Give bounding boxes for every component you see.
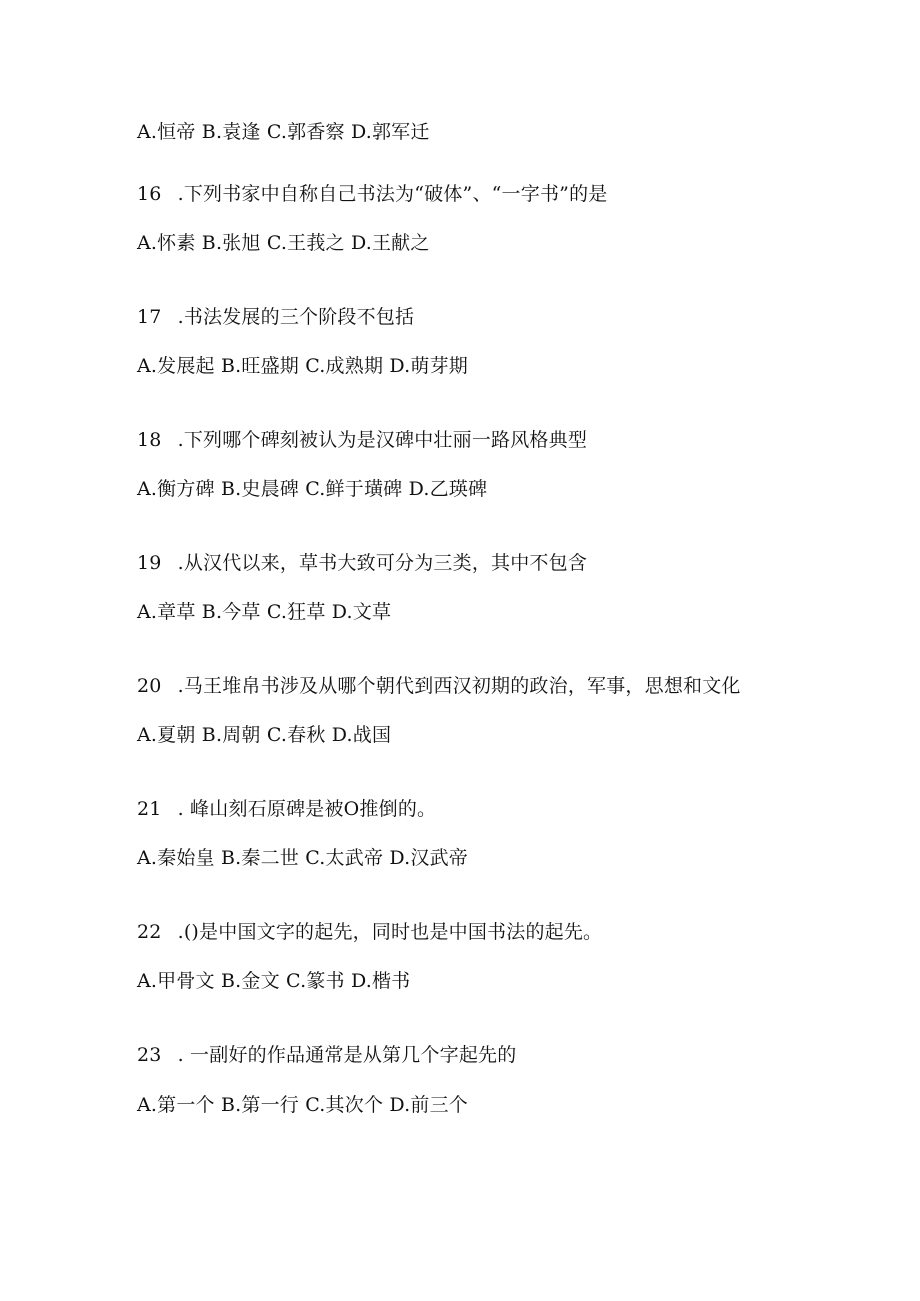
question-text: . 一副好的作品通常是从第几个字起先的 [177,1044,517,1066]
question-22 [137,920,602,944]
question-text: .马王堆帛书涉及从哪个朝代到西汉初期的政治，军事，思想和文化 [177,675,741,697]
options-text: A.怀素 B.张旭 C.王莪之 D.王献之 [137,232,430,254]
question-17 [137,305,414,329]
question-number: 19 [137,552,162,574]
question-text: .书法发展的三个阶段不包括 [177,306,415,328]
options-line [137,846,468,870]
question-21 [137,797,436,821]
question-text: .下列哪个碑刻被认为是汉碑中壮丽一路风格典型 [177,429,588,451]
options-text: A.甲骨文 B.金文 C.篆书 D.楷书 [137,970,411,992]
question-number: 17 [137,306,162,328]
options-line [137,723,391,747]
options-line [137,231,430,255]
options-text: A.章草 B.今草 C.狂草 D.文草 [137,601,392,623]
question-20 [137,674,741,698]
question-text: .()是中国文字的起先，同时也是中国书法的起先。 [177,921,603,943]
options-text: A.夏朝 B.周朝 C.春秋 D.战国 [137,724,392,746]
question-18 [137,428,587,452]
question-text: . 峰山刻石原碑是被O推倒的。 [177,798,437,820]
question-number: 21 [137,798,162,820]
options-text: A.恒帝 B.袁逢 C.郭香察 D.郭军迁 [137,121,430,143]
options-text: A.衡方碑 B.史晨碑 C.鲜于璜碑 D.乙瑛碑 [137,478,488,500]
options-text: A.秦始皇 B.秦二世 C.太武帝 D.汉武帝 [137,847,468,869]
question-number: 16 [137,183,162,205]
question-number: 23 [137,1044,162,1066]
options-line [137,1093,468,1117]
options-line [137,120,430,144]
question-19 [137,551,587,575]
question-16 [137,182,607,206]
options-text: A.第一个 B.第一行 C.其次个 D.前三个 [137,1094,468,1116]
options-line [137,477,487,501]
question-23 [137,1043,516,1067]
options-text: A.发展起 B.旺盛期 C.成熟期 D.萌芽期 [137,355,468,377]
options-line [137,600,391,624]
question-number: 20 [137,675,162,697]
question-text: .从汉代以来，草书大致可分为三类，其中不包含 [177,552,588,574]
options-line [137,969,410,993]
options-line [137,354,468,378]
question-text: .下列书家中自称自己书法为“破体”、“一字书”的是 [177,183,608,205]
question-number: 18 [137,429,162,451]
question-number: 22 [137,921,162,943]
